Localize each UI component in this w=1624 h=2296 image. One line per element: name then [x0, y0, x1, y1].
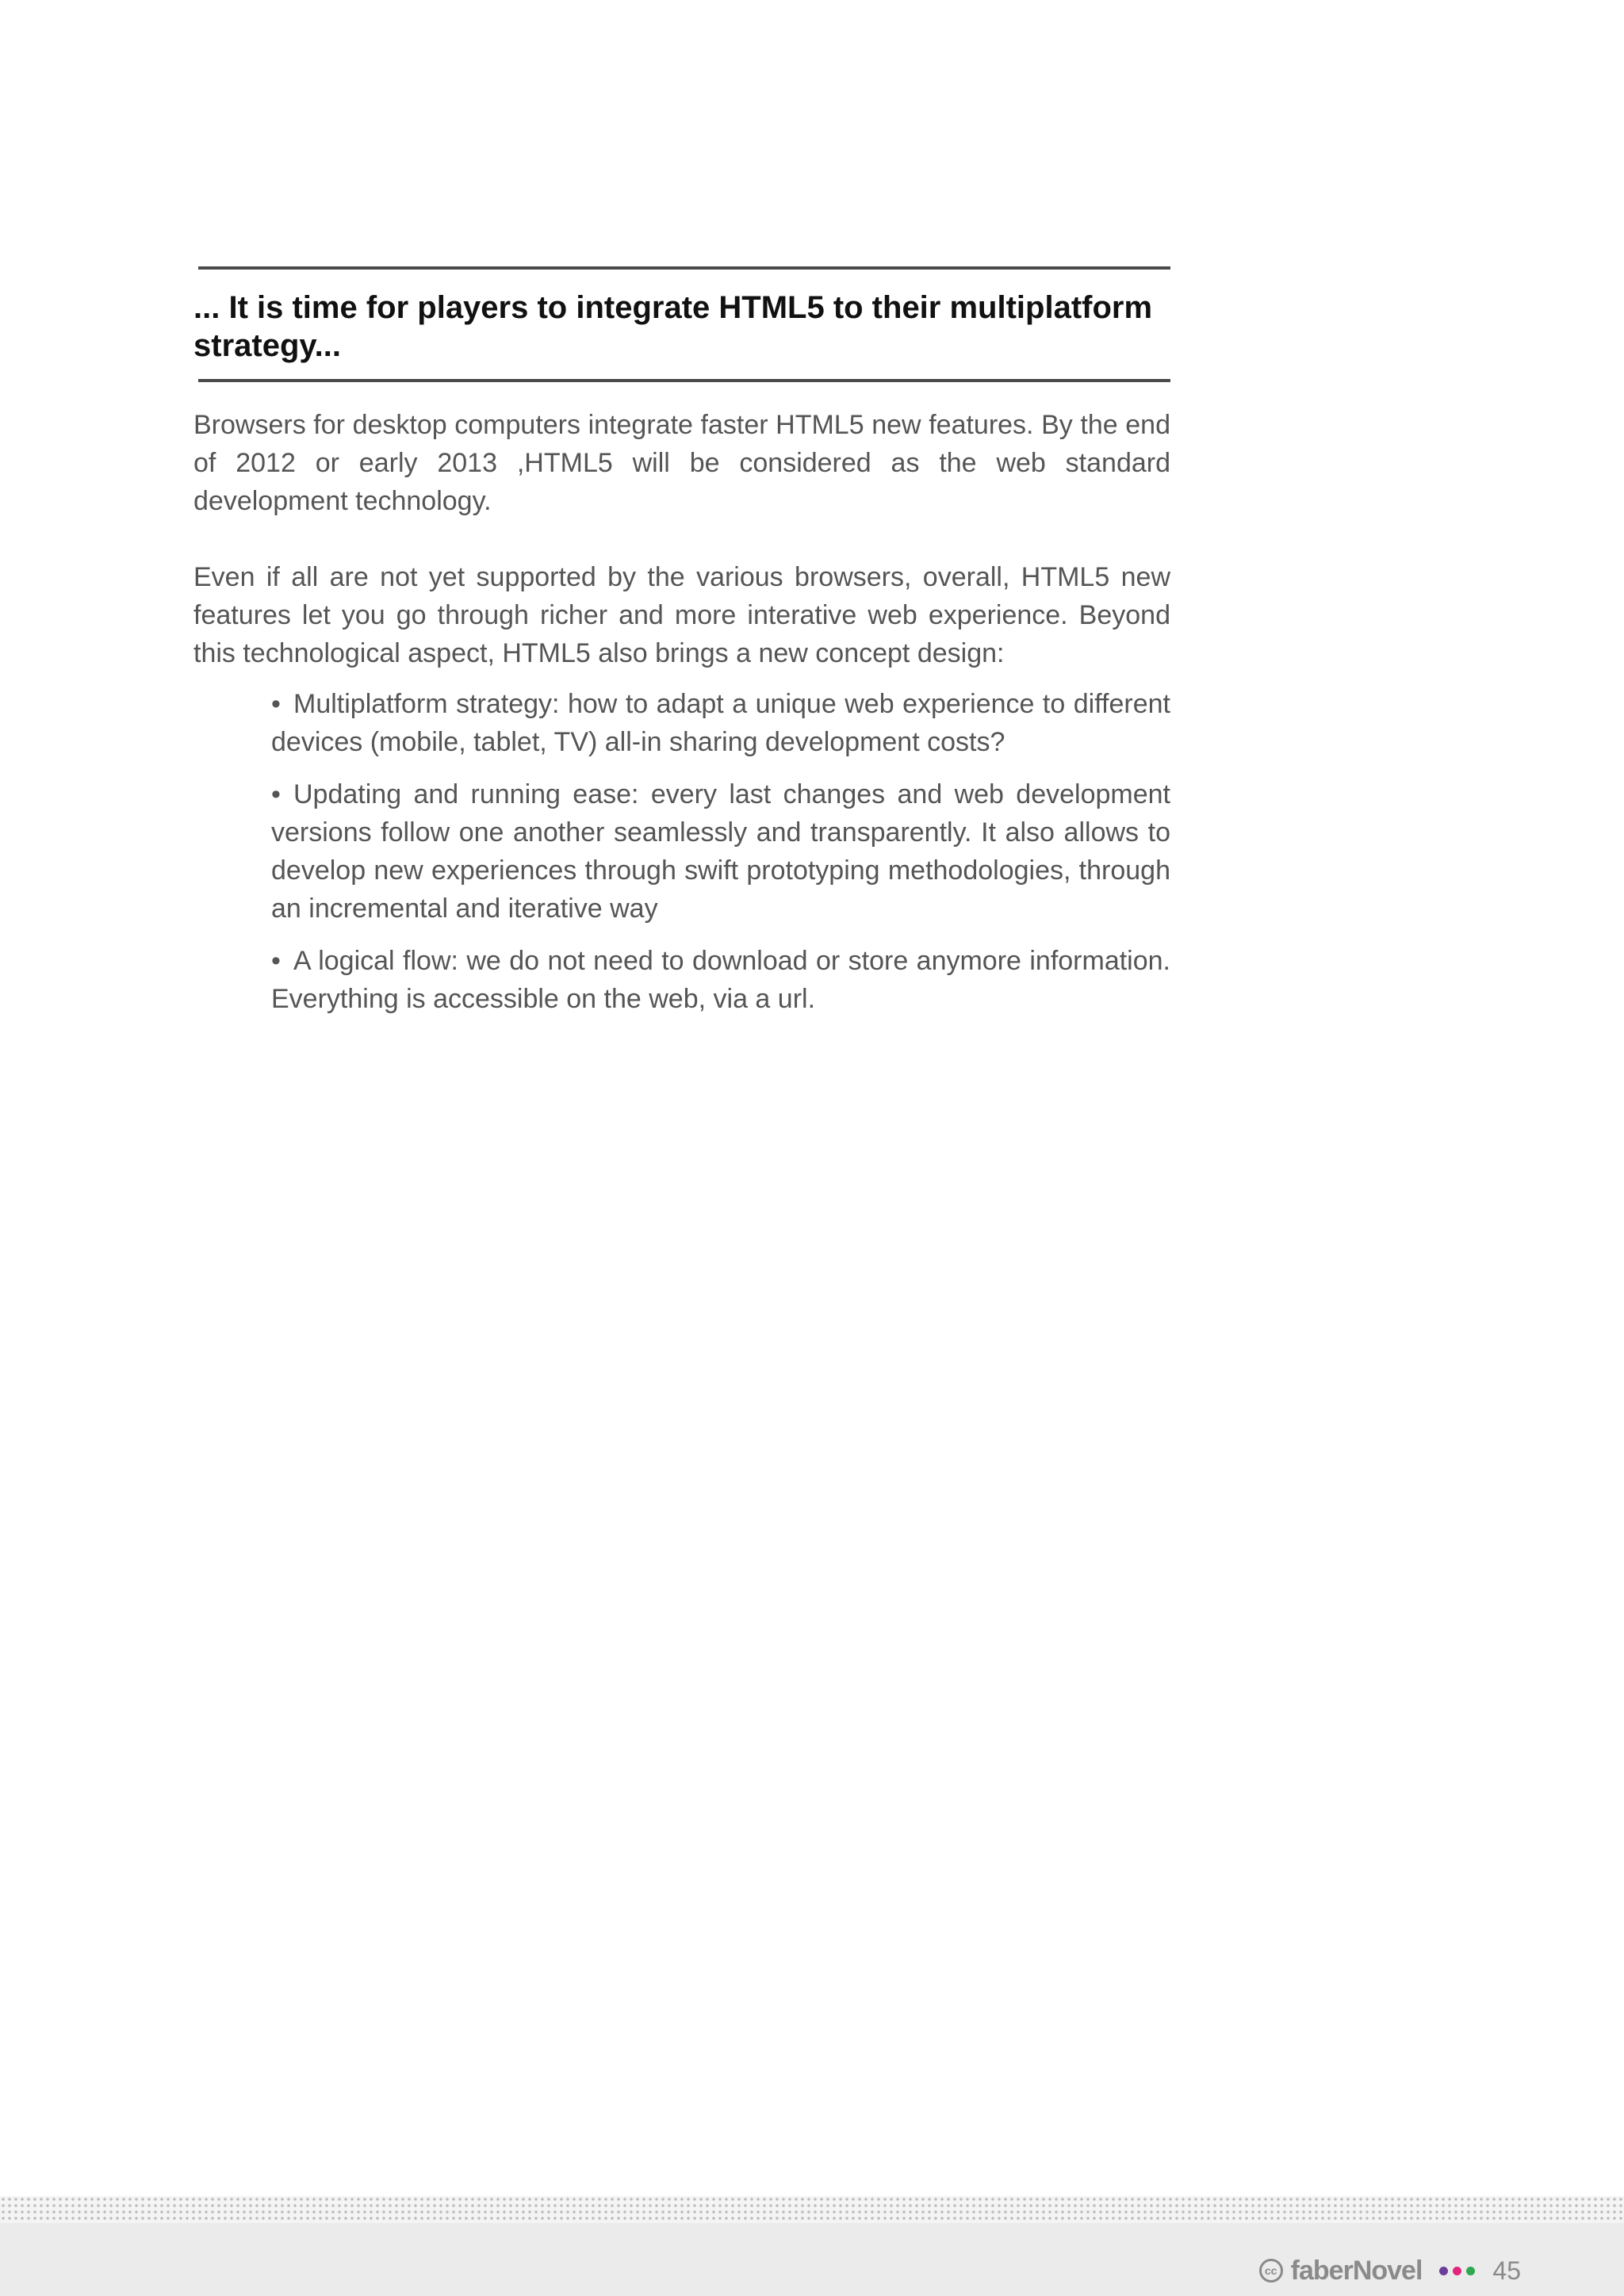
page-content [193, 266, 1170, 1032]
list-item [271, 942, 1170, 1018]
bullet-icon: • [271, 779, 281, 809]
paragraph-browsers: Browsers for desktop computers integrate faster HTML5 new features. By the end of 2012 or early 2013 ,HTML5 will be considered as the web standard development technology. [193, 410, 1170, 516]
paragraph-features: Even if all are not yet supported by the various browsers, overall, HTML5 new features let you go through richer and more interative web experience. Beyond this technological aspect, HTML5 also brings a new concept design: [193, 562, 1170, 668]
bullet-icon: • [271, 946, 281, 976]
bullet-text: Multiplatform strategy: how to adapt a unique web experience to different devices (mobile, tablet, TV) all-in sharing development costs? [271, 689, 1170, 757]
page-number: 45 [1492, 2256, 1521, 2285]
footer-brand [1259, 2252, 1521, 2290]
brand-dot-magenta [1453, 2267, 1461, 2275]
creative-commons-icon: cc [1259, 2259, 1283, 2283]
bullet-list [271, 685, 1170, 1018]
brand-dot-purple [1439, 2267, 1448, 2275]
section-heading: ... It is time for players to integrate HTML5 to their multiplatform strategy... [193, 290, 1153, 363]
brand-logo-text: faberNovel [1290, 2255, 1423, 2286]
heading-bottom-rule [198, 379, 1170, 382]
bullet-text: Updating and running ease: every last changes and web development versions follow one another seamlessly and transparently. It also allows to develop new experiences through swift prototyping methodologies, through an incremental and iterative way [271, 779, 1170, 924]
list-item [271, 775, 1170, 928]
brand-dots [1439, 2267, 1475, 2275]
heading-top-rule [198, 266, 1170, 270]
brand-dot-green [1466, 2267, 1475, 2275]
page-footer [0, 2196, 1624, 2296]
footer-dotted-band [0, 2196, 1624, 2223]
bullet-icon: • [271, 689, 281, 719]
bullet-text: A logical flow: we do not need to download or store anymore information. Everything is accessible on the web, via a url. [271, 946, 1170, 1014]
list-item [271, 685, 1170, 761]
